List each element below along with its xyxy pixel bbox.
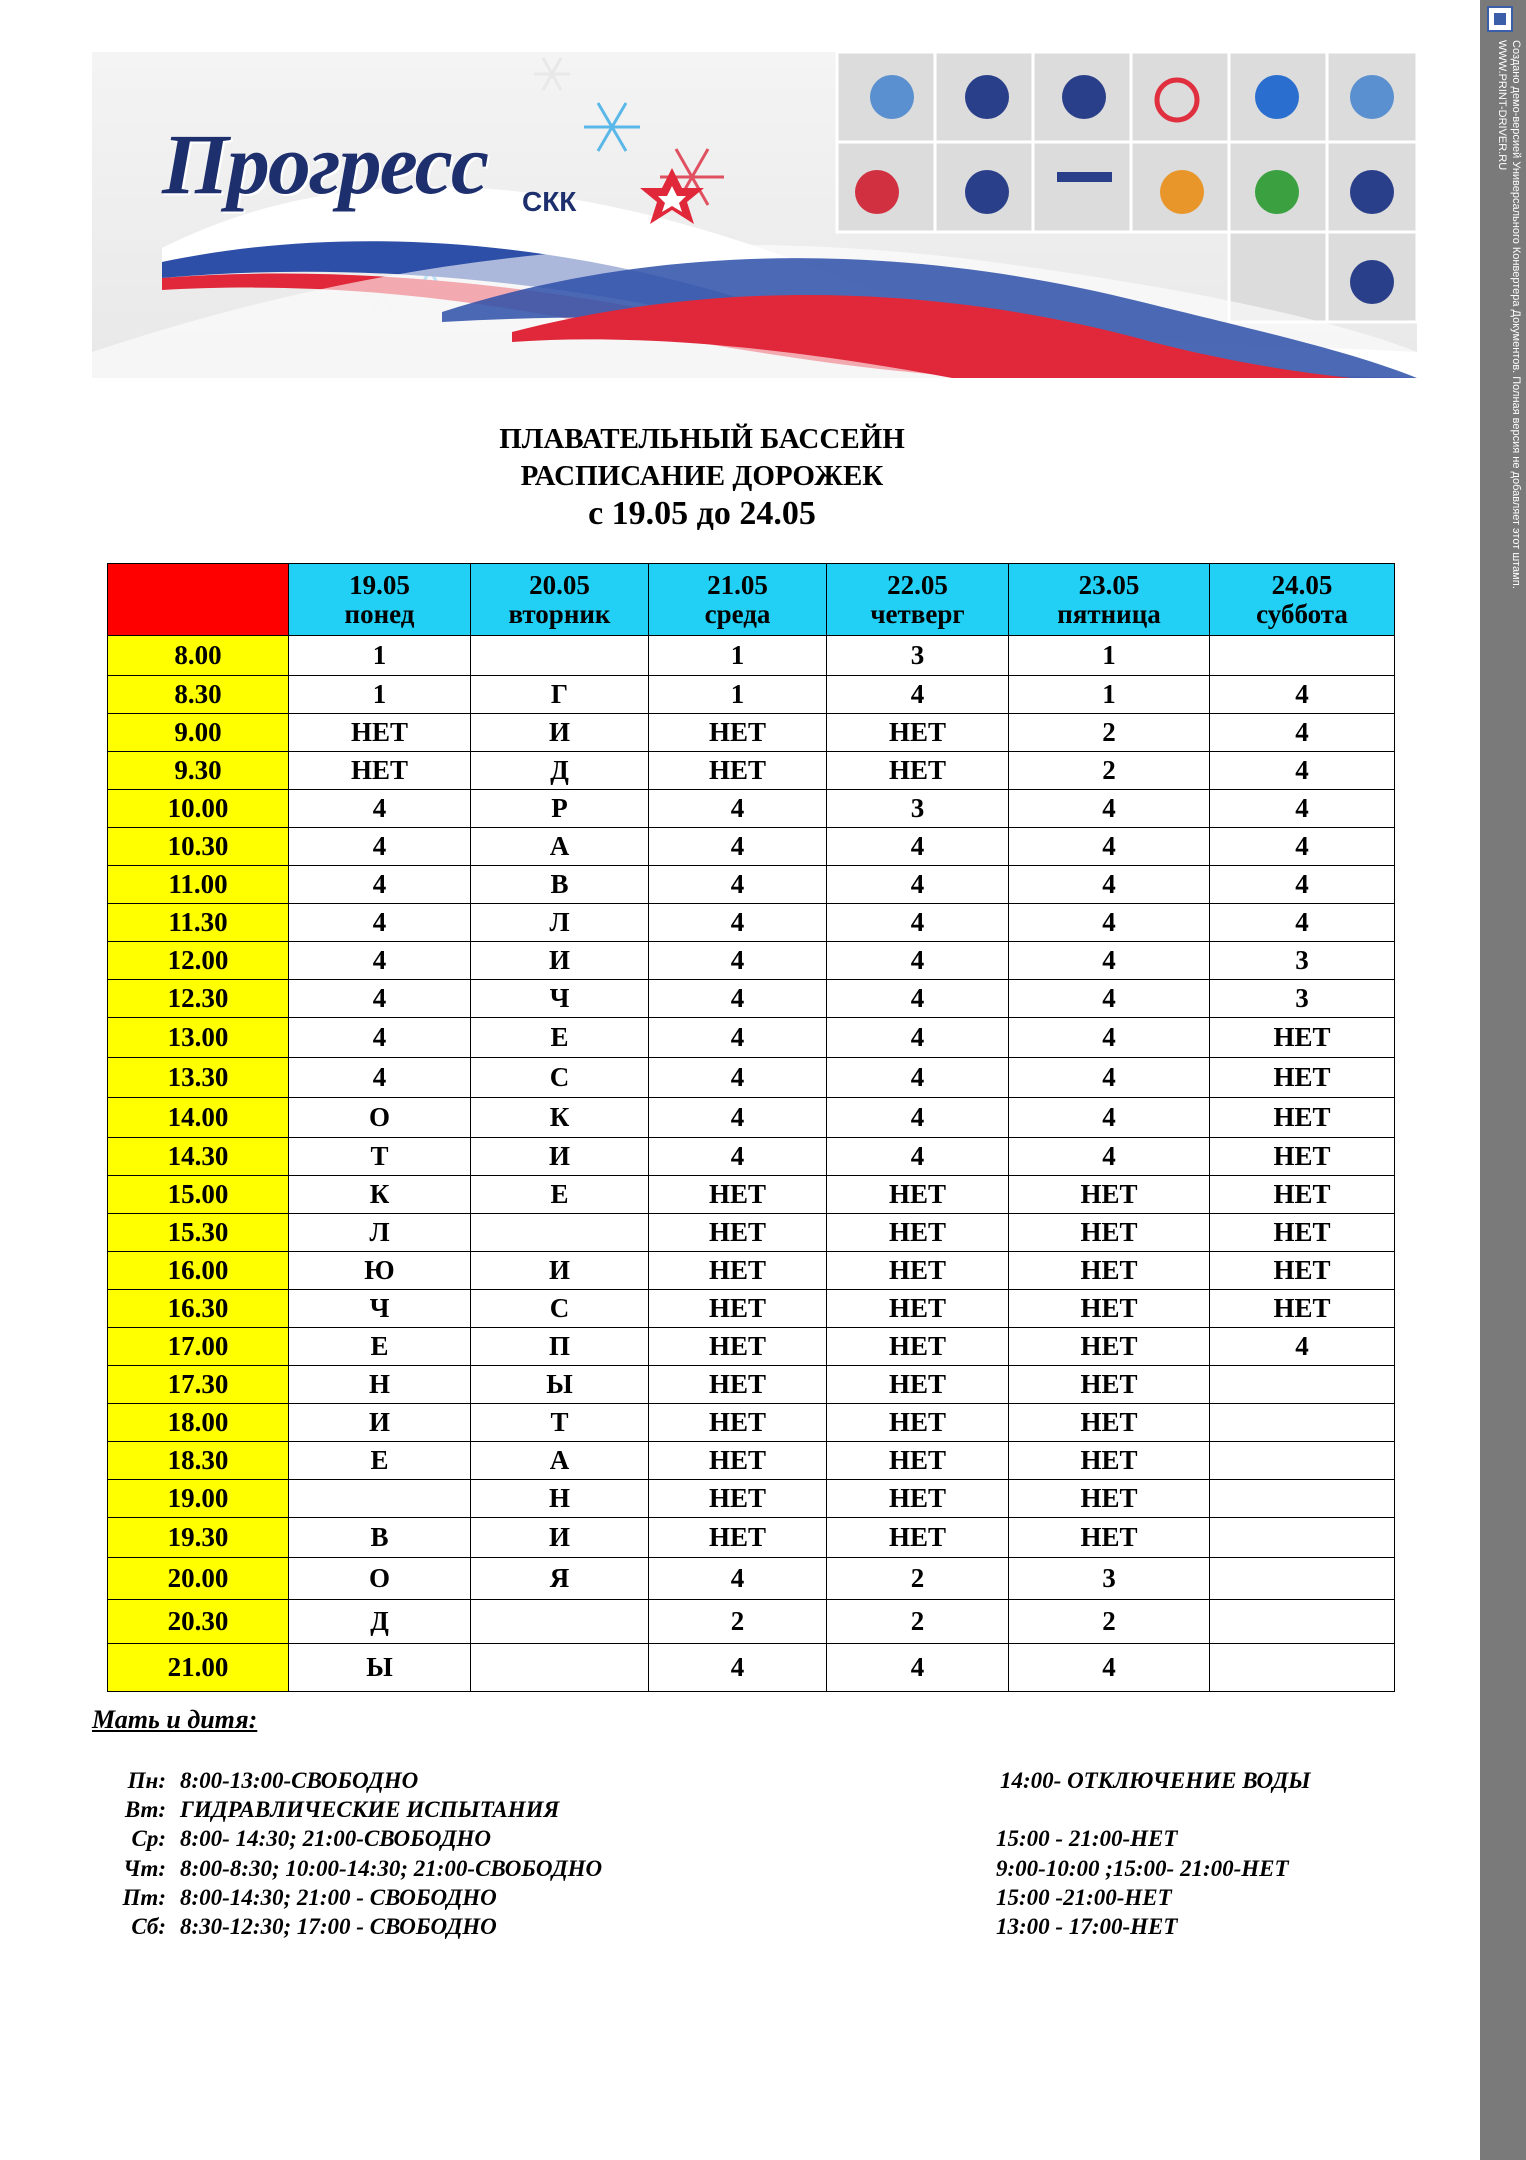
time-cell: 15.30 [108,1214,289,1252]
lane-cell: НЕТ [827,1328,1009,1366]
lane-cell: О [289,1558,471,1600]
lane-cell: 4 [649,980,827,1018]
time-cell: 21.00 [108,1644,289,1692]
lane-cell: Т [471,1404,649,1442]
lane-cell: Е [289,1442,471,1480]
day-header: 21.05 среда [649,564,827,636]
lane-cell: 4 [827,942,1009,980]
table-row [108,1442,1395,1480]
logo-wordmark: Прогресс [162,116,488,212]
lane-cell: НЕТ [1210,1176,1395,1214]
lane-cell: 4 [1210,752,1395,790]
lane-cell: 4 [827,904,1009,942]
lane-cell: 4 [649,904,827,942]
lane-cell: 2 [1009,1600,1210,1644]
table-row [108,904,1395,942]
lane-cell: Д [289,1600,471,1644]
unavailable-note: 13:00 - 17:00-НЕТ [996,1914,1178,1939]
corner-cell [108,564,289,636]
lane-cell: 4 [289,1018,471,1058]
lane-cell: НЕТ [1009,1176,1210,1214]
lane-cell: Д [471,752,649,790]
note-day: Пн: [127,1768,166,1793]
lane-cell: Ч [471,980,649,1018]
table-row [108,828,1395,866]
unavailable-note: 15:00 - 21:00-НЕТ [996,1826,1178,1851]
table-row [108,1404,1395,1442]
lane-cell [1210,1558,1395,1600]
lane-cell [1210,1600,1395,1644]
mother-child-note [108,1885,497,1911]
lane-cell: 1 [1009,676,1210,714]
lane-cell: О [289,1098,471,1138]
lane-cell: НЕТ [649,1442,827,1480]
lane-cell: Н [289,1366,471,1404]
logo-subtitle: СКК [522,186,577,217]
mother-child-note [108,1768,418,1794]
time-cell: 20.00 [108,1558,289,1600]
lane-cell: 4 [1009,1058,1210,1098]
time-cell: 11.00 [108,866,289,904]
lane-cell: 3 [827,636,1009,676]
lane-cell: НЕТ [827,1480,1009,1518]
lane-cell: НЕТ [827,1176,1009,1214]
time-cell: 12.00 [108,942,289,980]
lane-cell: 1 [289,676,471,714]
table-row [108,1518,1395,1558]
lane-cell: 1 [649,676,827,714]
day-header: 22.05 четверг [827,564,1009,636]
lane-cell [1210,1442,1395,1480]
lane-cell: 4 [827,866,1009,904]
table-row [108,790,1395,828]
lane-cell: 4 [1210,828,1395,866]
lane-cell: 4 [1009,942,1210,980]
day-header: 24.05 суббота [1210,564,1395,636]
note-text: 8:00-13:00-СВОБОДНО [180,1768,419,1793]
lane-cell: Л [289,1214,471,1252]
lane-cell [471,1644,649,1692]
day-header: 20.05 вторник [471,564,649,636]
time-cell: 18.00 [108,1404,289,1442]
lane-cell: 2 [1009,752,1210,790]
time-cell: 10.30 [108,828,289,866]
lane-cell: 4 [289,942,471,980]
lane-cell: 3 [1009,1558,1210,1600]
note-text: 8:00-8:30; 10:00-14:30; 21:00-СВОБОДНО [180,1856,603,1881]
table-row [108,1290,1395,1328]
lane-cell: Е [471,1018,649,1058]
lane-cell: НЕТ [649,1176,827,1214]
note-day: Ср: [131,1826,166,1851]
time-cell: 16.00 [108,1252,289,1290]
note-day: Пт: [122,1885,166,1910]
lane-cell: 4 [289,866,471,904]
lane-cell: НЕТ [1210,1138,1395,1176]
time-cell: 12.30 [108,980,289,1018]
stamp-line-2: WWW.PRINT-DRIVER.RU [1496,40,1508,171]
mother-child-note [108,1826,491,1852]
lane-cell: 4 [1009,828,1210,866]
lane-cell [1210,1366,1395,1404]
unavailable-note: 14:00- ОТКЛЮЧЕНИЕ ВОДЫ [1000,1768,1311,1793]
time-cell: 13.00 [108,1018,289,1058]
lane-cell: НЕТ [827,1252,1009,1290]
lane-cell: НЕТ [649,1252,827,1290]
lane-cell: 4 [827,980,1009,1018]
time-cell: 8.00 [108,636,289,676]
table-row [108,1480,1395,1518]
lane-cell: НЕТ [649,1480,827,1518]
day-header: 23.05 пятница [1009,564,1210,636]
lane-cell: 4 [649,1058,827,1098]
time-cell: 9.00 [108,714,289,752]
lane-cell [1210,1644,1395,1692]
lane-cell: НЕТ [1009,1442,1210,1480]
lane-cell: В [471,866,649,904]
time-cell: 10.00 [108,790,289,828]
time-cell: 14.00 [108,1098,289,1138]
lane-cell: С [471,1058,649,1098]
lane-cell [289,1480,471,1518]
lane-cell: НЕТ [1009,1252,1210,1290]
lane-cell: С [471,1290,649,1328]
lane-cell: 4 [1009,980,1210,1018]
lane-cell: 4 [649,1138,827,1176]
lane-cell: 4 [827,1098,1009,1138]
table-row [108,676,1395,714]
lane-cell: 2 [827,1600,1009,1644]
lane-cell [471,1600,649,1644]
lane-cell: 4 [649,942,827,980]
lane-cell: НЕТ [1210,1214,1395,1252]
table-row [108,1644,1395,1692]
lane-cell: Е [289,1328,471,1366]
lane-cell: НЕТ [1009,1480,1210,1518]
time-cell: 17.00 [108,1328,289,1366]
lane-cell: 3 [1210,980,1395,1018]
lane-cell: НЕТ [1009,1404,1210,1442]
lane-cell: А [471,1442,649,1480]
lane-cell: 4 [1009,904,1210,942]
lane-cell: 4 [1210,904,1395,942]
lane-cell: В [289,1518,471,1558]
lane-cell: НЕТ [1009,1518,1210,1558]
lane-cell: И [471,1138,649,1176]
lane-cell: К [289,1176,471,1214]
lane-cell: 4 [289,1058,471,1098]
lane-cell: 4 [1210,790,1395,828]
date-range: с 19.05 до 24.05 [588,495,816,532]
lane-cell: 4 [827,1018,1009,1058]
lane-cell: НЕТ [649,1518,827,1558]
lane-cell: 4 [289,828,471,866]
lane-cell: НЕТ [1009,1290,1210,1328]
lane-cell [471,636,649,676]
lane-cell: И [471,1518,649,1558]
banner-graphic [92,52,1417,378]
lane-cell: НЕТ [1210,1058,1395,1098]
pool-title: ПЛАВАТЕЛЬНЫЙ БАССЕЙН [499,423,905,455]
lane-cell: 3 [827,790,1009,828]
lane-cell: 1 [289,636,471,676]
time-cell: 13.30 [108,1058,289,1098]
time-cell: 16.30 [108,1290,289,1328]
lane-cell: НЕТ [1210,1018,1395,1058]
time-cell: 11.30 [108,904,289,942]
stamp-line-1: Создано демо-версией Универсального Конвертера Документов. Полная версия не добавляет этот штамп. [1510,40,1522,589]
day-header: 19.05 понед [289,564,471,636]
table-row [108,1328,1395,1366]
table-row [108,1176,1395,1214]
lane-cell: П [471,1328,649,1366]
lane-cell: Я [471,1558,649,1600]
table-row [108,1600,1395,1644]
converter-stamp-text [1495,40,1523,589]
lane-cell [1210,1404,1395,1442]
lane-cell: НЕТ [649,714,827,752]
lane-cell: Ы [471,1366,649,1404]
lane-cell: НЕТ [827,1442,1009,1480]
mother-child-note [108,1797,559,1823]
note-text: 8:00-14:30; 21:00 - СВОБОДНО [180,1885,497,1910]
lane-cell: НЕТ [289,752,471,790]
lane-cell: НЕТ [1009,1366,1210,1404]
lane-cell: А [471,828,649,866]
converter-logo-icon [1487,6,1513,32]
lane-cell: Л [471,904,649,942]
lane-cell: 4 [827,828,1009,866]
table-row [108,1366,1395,1404]
note-text: 8:30-12:30; 17:00 - СВОБОДНО [180,1914,497,1939]
lane-cell: 2 [649,1600,827,1644]
lane-cell: И [471,1252,649,1290]
note-day: Чт: [123,1856,166,1881]
lane-cell: НЕТ [649,1214,827,1252]
lane-cell: НЕТ [827,1518,1009,1558]
lane-cell: 4 [1210,866,1395,904]
lane-cell: 4 [1009,1644,1210,1692]
lane-cell: 4 [1009,1138,1210,1176]
note-text: 8:00- 14:30; 21:00-СВОБОДНО [180,1826,492,1851]
lane-cell: 4 [1009,866,1210,904]
lane-cell: 4 [1210,714,1395,752]
lane-cell: И [471,942,649,980]
schedule-title: РАСПИСАНИЕ ДОРОЖЕК [520,460,884,492]
note-day: Вт: [124,1797,166,1822]
lane-cell: 3 [1210,942,1395,980]
unavailable-note: 15:00 -21:00-НЕТ [996,1885,1172,1910]
lane-cell: НЕТ [289,714,471,752]
lane-cell: 4 [1009,790,1210,828]
lane-cell: К [471,1098,649,1138]
lane-cell: НЕТ [827,1214,1009,1252]
mother-child-note [108,1914,497,1940]
lane-cell: 4 [289,790,471,828]
lane-cell: 4 [827,1644,1009,1692]
lane-cell [471,1214,649,1252]
time-cell: 15.00 [108,1176,289,1214]
lane-cell: 4 [649,1644,827,1692]
lane-cell: НЕТ [1009,1328,1210,1366]
table-row [108,1058,1395,1098]
unavailable-note: 9:00-10:00 ;15:00- 21:00-НЕТ [996,1856,1289,1881]
lane-cell: 4 [649,828,827,866]
time-cell: 17.30 [108,1366,289,1404]
lane-cell: 4 [649,790,827,828]
table-row [108,1138,1395,1176]
table-row [108,980,1395,1018]
table-row [108,1252,1395,1290]
table-row [108,866,1395,904]
lane-cell: НЕТ [827,1404,1009,1442]
lane-cell: Е [471,1176,649,1214]
lane-cell: Н [471,1480,649,1518]
lane-cell: 4 [827,1058,1009,1098]
lane-cell: НЕТ [649,1404,827,1442]
table-row [108,636,1395,676]
lane-cell: НЕТ [649,1366,827,1404]
lane-cell: 1 [1009,636,1210,676]
time-cell: 19.30 [108,1518,289,1558]
lane-cell: 4 [649,1098,827,1138]
table-row [108,1018,1395,1058]
time-cell: 19.00 [108,1480,289,1518]
lane-cell [1210,1518,1395,1558]
lane-cell: 4 [289,904,471,942]
lane-cell: Т [289,1138,471,1176]
lane-cell: 4 [1009,1018,1210,1058]
lane-cell: НЕТ [827,714,1009,752]
lane-cell: НЕТ [827,1366,1009,1404]
lane-cell: 1 [649,636,827,676]
mother-child-note [108,1856,602,1882]
lane-cell: Ю [289,1252,471,1290]
lane-cell: НЕТ [649,1328,827,1366]
lane-cell: 4 [827,676,1009,714]
lane-cell: НЕТ [1210,1290,1395,1328]
lane-cell: НЕТ [827,1290,1009,1328]
lane-cell: Ы [289,1644,471,1692]
lane-cell: НЕТ [649,1290,827,1328]
lane-cell: НЕТ [1210,1098,1395,1138]
lane-cell: 4 [1210,1328,1395,1366]
note-text: ГИДРАВЛИЧЕСКИЕ ИСПЫТАНИЯ [180,1797,560,1822]
lane-cell: 4 [289,980,471,1018]
lane-cell: Г [471,676,649,714]
time-cell: 20.30 [108,1600,289,1644]
lane-cell: 2 [1009,714,1210,752]
lane-cell: И [289,1404,471,1442]
time-cell: 14.30 [108,1138,289,1176]
lane-cell: 2 [827,1558,1009,1600]
lane-cell: 4 [649,1558,827,1600]
lane-cell: НЕТ [827,752,1009,790]
lane-cell: Ч [289,1290,471,1328]
lane-cell: Р [471,790,649,828]
header-banner [92,52,1417,378]
lane-cell: 4 [827,1138,1009,1176]
note-day: Сб: [131,1914,166,1939]
table-row [108,714,1395,752]
time-cell: 8.30 [108,676,289,714]
lane-cell: НЕТ [1210,1252,1395,1290]
lane-cell: НЕТ [1009,1214,1210,1252]
table-header-row [108,564,1395,636]
lane-cell: 4 [649,1018,827,1058]
table-row [108,942,1395,980]
lane-cell: НЕТ [649,752,827,790]
lane-cell: 4 [1210,676,1395,714]
time-cell: 18.30 [108,1442,289,1480]
table-row [108,1214,1395,1252]
time-cell: 9.30 [108,752,289,790]
table-row [108,1098,1395,1138]
lane-schedule-table [107,563,1395,1692]
lane-cell: И [471,714,649,752]
mother-child-title: Мать и дитя: [92,1705,258,1734]
lane-cell: 4 [1009,1098,1210,1138]
lane-cell [1210,636,1395,676]
lane-cell: 4 [649,866,827,904]
lane-cell [1210,1480,1395,1518]
table-row [108,1558,1395,1600]
table-row [108,752,1395,790]
